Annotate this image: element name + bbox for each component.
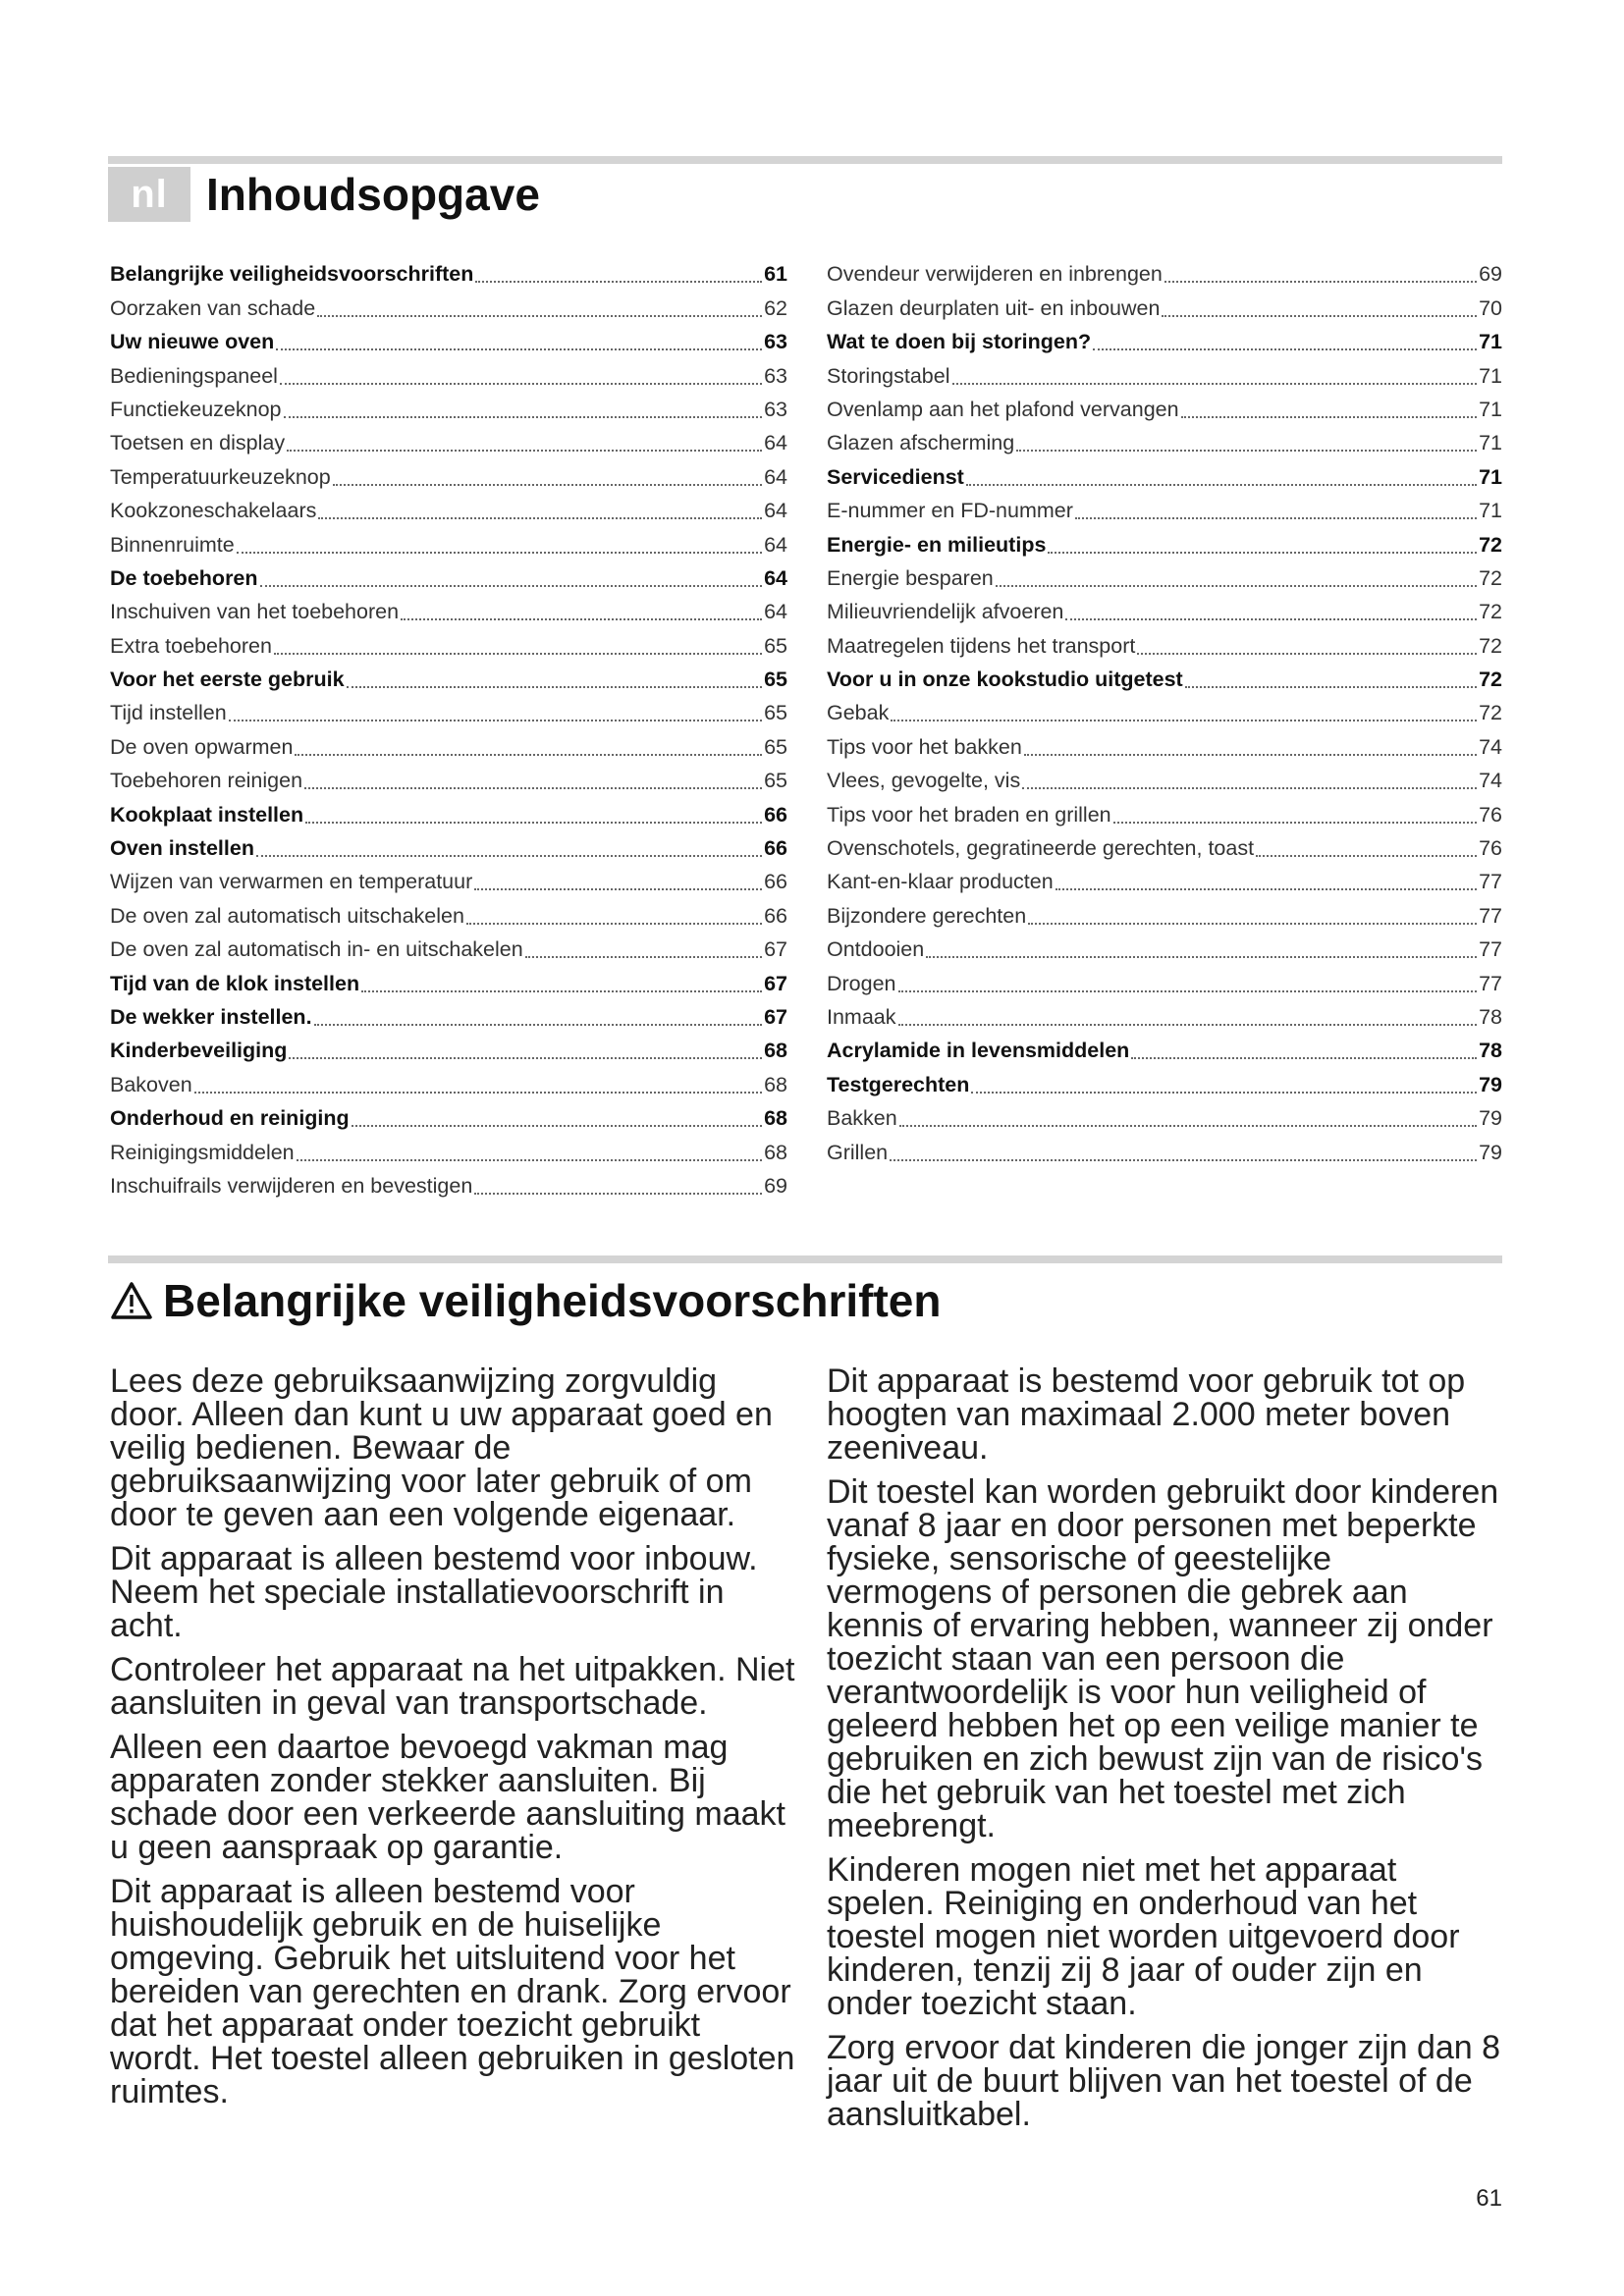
toc-entry-label: Uw nieuwe oven — [110, 330, 275, 354]
toc-entry[interactable] — [827, 1097, 1502, 1131]
toc-entry[interactable] — [827, 828, 1502, 861]
toc-entry[interactable] — [827, 793, 1502, 827]
toc-leader-dots — [890, 1138, 1477, 1161]
toc-entry-page: 64 — [764, 532, 787, 557]
toc-entry-page: 76 — [1479, 836, 1502, 861]
toc-leader-dots — [898, 1002, 1478, 1026]
toc-leader-dots — [966, 462, 1477, 486]
toc-entry-page: 72 — [1479, 532, 1502, 557]
toc-entry[interactable] — [110, 1097, 787, 1131]
toc-leader-dots — [926, 934, 1477, 958]
toc-entry-page: 63 — [764, 363, 787, 388]
toc-entry-label: Bijzondere gerechten — [827, 903, 1027, 928]
toc-leader-dots — [1185, 665, 1477, 688]
toc-leader-dots — [971, 1070, 1477, 1094]
toc-entry-page: 78 — [1479, 1004, 1502, 1029]
toc-entry-label: Bakoven — [110, 1072, 192, 1096]
toc-entry-page: 65 — [764, 667, 787, 692]
toc-entry-page: 71 — [1479, 397, 1502, 421]
toc-entry-label: Maatregelen tijdens het transport — [827, 633, 1136, 658]
toc-entry-label: Toetsen en display — [110, 431, 286, 455]
toc-entry-page: 65 — [764, 701, 787, 725]
toc-entry-page: 63 — [764, 397, 787, 421]
toc-entry[interactable] — [110, 354, 787, 388]
safety-paragraph: Zorg ervoor dat kinderen die jonger zijn dan 8 jaar uit de buurt blijven van het toestel of de aansluitkabel. — [827, 2029, 1501, 2133]
toc-entry[interactable] — [110, 929, 787, 962]
safety-paragraph: Lees deze gebruiksaanwijzing zorgvuldig door. Alleen dan kunt u uw apparaat goed en veilig bedienen. Bewaar de gebruiksaanwijzing voor later gebruik of om door te geven aan een volgende eigenaar. — [110, 1362, 773, 1533]
toc-entry-page: 66 — [764, 836, 787, 861]
toc-entry[interactable] — [110, 692, 787, 725]
toc-leader-dots — [317, 294, 762, 317]
toc-leader-dots — [297, 1138, 762, 1161]
toc-leader-dots — [260, 563, 763, 587]
toc-entry[interactable] — [827, 321, 1502, 354]
toc-entry[interactable] — [827, 962, 1502, 995]
toc-entry-page: 68 — [764, 1039, 787, 1063]
toc-entry-label: Wijzen van verwarmen en temperatuur — [110, 870, 473, 894]
toc-entry-label: Binnenruimte — [110, 532, 235, 557]
toc-entry[interactable] — [827, 253, 1502, 287]
toc-entry[interactable] — [110, 1063, 787, 1096]
toc-entry-label: Glazen afscherming — [827, 431, 1015, 455]
toc-entry-label: Energie besparen — [827, 565, 994, 590]
toc-leader-dots — [274, 631, 762, 655]
toc-entry-page: 74 — [1479, 734, 1502, 759]
toc-leader-dots — [318, 496, 762, 519]
toc-leader-dots — [1016, 428, 1477, 452]
toc-leader-dots — [256, 833, 762, 857]
language-badge: nl — [108, 167, 190, 222]
toc-entry-page: 72 — [1479, 633, 1502, 658]
toc-leader-dots — [280, 361, 762, 385]
toc-left-column — [110, 253, 787, 1199]
toc-entry-label: Kinderbeveiliging — [110, 1039, 288, 1063]
toc-entry[interactable] — [827, 591, 1502, 624]
toc-leader-dots — [466, 901, 762, 925]
toc-entry-page: 68 — [764, 1106, 787, 1131]
toc-entry[interactable] — [827, 389, 1502, 422]
toc-entry-label: De wekker instellen. — [110, 1004, 312, 1029]
toc-entry[interactable] — [827, 861, 1502, 894]
warning-triangle-icon — [110, 1281, 153, 1320]
toc-entry-label: Voor het eerste gebruik — [110, 667, 345, 692]
toc-leader-dots — [1164, 259, 1477, 283]
toc-entry-label: Gebak — [827, 701, 890, 725]
toc-entry[interactable] — [110, 793, 787, 827]
toc-leader-dots — [237, 530, 762, 554]
toc-leader-dots — [352, 1103, 762, 1127]
toc-leader-dots — [1065, 597, 1477, 620]
toc-entry-page: 79 — [1479, 1140, 1502, 1164]
toc-leader-dots — [1137, 631, 1477, 655]
toc-entry[interactable] — [110, 321, 787, 354]
toc-entry[interactable] — [110, 455, 787, 489]
toc-leader-dots — [229, 698, 762, 721]
safety-paragraph: Alleen een daartoe bevoegd vakman mag apparaten zonder stekker aansluiten. Bij schade door een verkeerde aansluiting maakt u geen aanspraak op garantie. — [110, 1729, 785, 1866]
toc-entry-label: Ovendeur verwijderen en inbrengen — [827, 262, 1163, 287]
safety-right-column — [827, 1364, 1504, 2142]
toc-entry[interactable] — [827, 1030, 1502, 1063]
toc-entry-page: 66 — [764, 802, 787, 827]
toc-entry[interactable] — [827, 558, 1502, 591]
toc-entry[interactable] — [110, 861, 787, 894]
toc-entry-page: 70 — [1479, 295, 1502, 320]
toc-entry[interactable] — [110, 287, 787, 320]
toc-leader-dots — [1162, 294, 1477, 317]
safety-left-column — [110, 1364, 797, 2119]
toc-entry-page: 72 — [1479, 667, 1502, 692]
toc-entry-label: Tips voor het braden en grillen — [827, 802, 1111, 827]
toc-entry-label: Acrylamide in levensmiddelen — [827, 1039, 1130, 1063]
toc-entry[interactable] — [110, 523, 787, 557]
toc-entry-page: 77 — [1479, 870, 1502, 894]
safety-paragraph: Kinderen mogen niet met het apparaat spelen. Reiniging en onderhoud van het toestel mogen niet worden uitgevoerd door kinderen, tenzij zij 8 jaar of ouder zijn en onder toezicht staan. — [827, 1851, 1460, 2022]
toc-leader-dots — [304, 766, 762, 789]
toc-leader-dots — [314, 1002, 763, 1026]
toc-leader-dots — [276, 327, 762, 350]
toc-entry-label: Ovenschotels, gegratineerde gerechten, toast — [827, 836, 1255, 861]
toc-entry[interactable] — [827, 929, 1502, 962]
toc-entry-label: Tijd instellen — [110, 701, 227, 725]
toc-entry[interactable] — [827, 725, 1502, 759]
toc-entry-label: Drogen — [827, 971, 896, 995]
toc-entry-page: 64 — [764, 431, 787, 455]
safety-paragraph: Dit apparaat is bestemd voor gebruik tot op hoogten van maximaal 2.000 meter boven zeeniveau. — [827, 1362, 1466, 1467]
toc-entry-label: De oven zal automatisch in- en uitschakelen — [110, 937, 523, 962]
toc-leader-dots — [898, 969, 1478, 992]
toc-entry-label: De oven zal automatisch uitschakelen — [110, 903, 464, 928]
toc-right-column — [827, 253, 1502, 1165]
toc-entry[interactable] — [827, 422, 1502, 455]
toc-entry-label: Milieuvriendelijk afvoeren — [827, 600, 1064, 624]
toc-entry-label: Oven instellen — [110, 836, 254, 861]
toc-leader-dots — [305, 800, 762, 824]
toc-entry-page: 68 — [764, 1140, 787, 1164]
toc-entry-page: 74 — [1479, 769, 1502, 793]
safety-paragraph: Dit apparaat is alleen bestemd voor inbouw. Neem het speciale installatievoorschrift in acht. — [110, 1540, 758, 1644]
toc-leader-dots — [1181, 395, 1477, 418]
toc-entry-page: 69 — [1479, 262, 1502, 287]
toc-entry[interactable] — [110, 422, 787, 455]
toc-entry-label: De oven opwarmen — [110, 734, 294, 759]
toc-leader-dots — [1048, 530, 1477, 554]
toc-leader-dots — [194, 1070, 762, 1094]
toc-entry-page: 63 — [764, 330, 787, 354]
toc-entry[interactable] — [110, 389, 787, 422]
toc-entry[interactable] — [827, 455, 1502, 489]
toc-entry-label: Glazen deurplaten uit- en inbouwen — [827, 295, 1161, 320]
toc-leader-dots — [475, 259, 762, 283]
toc-entry-page: 78 — [1479, 1039, 1502, 1063]
toc-entry-label: Reinigingsmiddelen — [110, 1140, 295, 1164]
toc-entry[interactable] — [110, 558, 787, 591]
toc-leader-dots — [1056, 867, 1477, 890]
toc-entry-page: 65 — [764, 734, 787, 759]
toc-entry-label: Testgerechten — [827, 1072, 970, 1096]
toc-entry[interactable] — [827, 624, 1502, 658]
toc-entry[interactable] — [110, 253, 787, 287]
toc-leader-dots — [284, 395, 763, 418]
toc-leader-dots — [295, 732, 762, 756]
toc-entry[interactable] — [827, 996, 1502, 1030]
toc-leader-dots — [474, 867, 762, 890]
toc-entry-label: Inschuiven van het toebehoren — [110, 600, 400, 624]
toc-entry-page: 77 — [1479, 971, 1502, 995]
toc-entry-label: Ontdooien — [827, 937, 925, 962]
toc-entry-page: 64 — [764, 565, 787, 590]
toc-entry[interactable] — [827, 287, 1502, 320]
toc-entry[interactable] — [827, 894, 1502, 928]
toc-entry[interactable] — [110, 1165, 787, 1199]
toc-leader-dots — [333, 462, 762, 486]
toc-entry[interactable] — [827, 692, 1502, 725]
toc-entry[interactable] — [110, 828, 787, 861]
toc-entry-page: 71 — [1479, 464, 1502, 489]
toc-entry-label: Wat te doen bij storingen? — [827, 330, 1092, 354]
toc-leader-dots — [1131, 1036, 1477, 1059]
safety-paragraph: Dit apparaat is alleen bestemd voor huishoudelijk gebruik en de huiselijke omgeving. Gebruik het uitsluitend voor het bereiden van gerechten en drank. Zorg ervoor dat het apparaat onder toezicht gebruikt wordt. Het toestel alleen gebruiken in gesloten ruimtes. — [110, 1873, 795, 2110]
toc-entry[interactable] — [827, 354, 1502, 388]
toc-entry[interactable] — [827, 1131, 1502, 1164]
safety-paragraph: Controleer het apparaat na het uitpakken. Niet aansluiten in geval van transportschade. — [110, 1651, 795, 1722]
toc-entry-label: Energie- en milieutips — [827, 532, 1047, 557]
toc-entry-label: Voor u in onze kookstudio uitgetest — [827, 667, 1183, 692]
toc-entry-label: Storingstabel — [827, 363, 950, 388]
toc-entry-label: Ovenlamp aan het plafond vervangen — [827, 397, 1179, 421]
toc-entry[interactable] — [110, 659, 787, 692]
safety-title: Belangrijke veiligheidsvoorschriften — [163, 1275, 942, 1326]
toc-entry-page: 72 — [1479, 701, 1502, 725]
toc-entry-page: 71 — [1479, 499, 1502, 523]
toc-entry[interactable] — [110, 490, 787, 523]
toc-leader-dots — [1024, 732, 1477, 756]
toc-entry-page: 69 — [764, 1173, 787, 1198]
toc-entry[interactable] — [827, 1063, 1502, 1096]
toc-entry-page: 66 — [764, 903, 787, 928]
toc-leader-dots — [1093, 327, 1477, 350]
toc-entry-page: 64 — [764, 499, 787, 523]
toc-entry-page: 62 — [764, 295, 787, 320]
toc-entry[interactable] — [827, 523, 1502, 557]
toc-entry-label: Inschuifrails verwijderen en bevestigen — [110, 1173, 473, 1198]
top-rule — [108, 156, 1502, 164]
toc-entry-label: Toebehoren reinigen — [110, 769, 303, 793]
toc-entry-page: 67 — [764, 971, 787, 995]
toc-leader-dots — [891, 698, 1477, 721]
toc-entry[interactable] — [827, 490, 1502, 523]
toc-entry-label: Kookplaat instellen — [110, 802, 304, 827]
toc-entry-label: Tijd van de klok instellen — [110, 971, 360, 995]
toc-entry-page: 65 — [764, 633, 787, 658]
toc-entry-page: 77 — [1479, 903, 1502, 928]
toc-entry[interactable] — [110, 760, 787, 793]
toc-entry-page: 79 — [1479, 1072, 1502, 1096]
toc-entry[interactable] — [110, 591, 787, 624]
toc-entry-label: Bakken — [827, 1106, 897, 1131]
toc-entry-page: 67 — [764, 937, 787, 962]
safety-paragraph: Dit toestel kan worden gebruikt door kinderen vanaf 8 jaar en door personen met beperkte fysieke, sensorische of geestelijke vermogens of personen die gebrek aan kennis of ervaring hebben, wanneer zij onder toezicht staan van een persoon die verantwoordelijk is voor hun veiligheid of geleerd hebben het op een veilige manier te gebruiken en zich bewust zijn van de risico's die het gebruik van het toestel met zich meebrengt. — [827, 1473, 1499, 1844]
page-number: 61 — [1476, 2185, 1502, 2212]
toc-entry-label: Tips voor het bakken — [827, 734, 1022, 759]
toc-leader-dots — [899, 1103, 1477, 1127]
toc-leader-dots — [1256, 833, 1477, 857]
toc-entry-page: 67 — [764, 1004, 787, 1029]
toc-entry[interactable] — [110, 894, 787, 928]
toc-entry-page: 61 — [764, 262, 787, 287]
toc-entry-label: De toebehoren — [110, 565, 258, 590]
toc-entry-label: Kant-en-klaar producten — [827, 870, 1054, 894]
toc-entry-label: Kookzoneschakelaars — [110, 499, 317, 523]
toc-entry-page: 71 — [1479, 363, 1502, 388]
toc-entry-label: Extra toebehoren — [110, 633, 272, 658]
toc-entry-label: Grillen — [827, 1140, 889, 1164]
toc-entry-label: Belangrijke veiligheidsvoorschriften — [110, 262, 474, 287]
toc-leader-dots — [347, 665, 763, 688]
toc-leader-dots — [1113, 800, 1477, 824]
toc-entry[interactable] — [110, 996, 787, 1030]
toc-leader-dots — [289, 1036, 762, 1059]
toc-entry-page: 66 — [764, 870, 787, 894]
toc-entry-label: E-nummer en FD-nummer — [827, 499, 1073, 523]
toc-leader-dots — [525, 934, 762, 958]
toc-leader-dots — [952, 361, 1478, 385]
toc-leader-dots — [474, 1171, 762, 1195]
toc-leader-dots — [361, 969, 762, 992]
toc-entry[interactable] — [110, 962, 787, 995]
toc-entry[interactable] — [110, 725, 787, 759]
toc-leader-dots — [287, 428, 762, 452]
toc-entry-page: 77 — [1479, 937, 1502, 962]
toc-entry-page: 71 — [1479, 330, 1502, 354]
toc-entry-label: Functiekeuzeknop — [110, 397, 282, 421]
toc-entry-label: Inmaak — [827, 1004, 896, 1029]
toc-entry[interactable] — [110, 624, 787, 658]
toc-leader-dots — [1028, 901, 1477, 925]
toc-entry-page: 79 — [1479, 1106, 1502, 1131]
toc-leader-dots — [401, 597, 762, 620]
toc-entry-page: 65 — [764, 769, 787, 793]
toc-entry-label: Onderhoud en reiniging — [110, 1106, 350, 1131]
toc-entry[interactable] — [827, 760, 1502, 793]
toc-entry-label: Servicedienst — [827, 464, 964, 489]
toc-entry-page: 72 — [1479, 600, 1502, 624]
toc-entry-page: 72 — [1479, 565, 1502, 590]
safety-header — [110, 1274, 941, 1327]
section-rule — [108, 1255, 1502, 1263]
toc-entry-page: 64 — [764, 600, 787, 624]
toc-leader-dots — [1022, 766, 1477, 789]
toc-entry-page: 68 — [764, 1072, 787, 1096]
toc-entry-page: 76 — [1479, 802, 1502, 827]
toc-entry[interactable] — [827, 659, 1502, 692]
toc-entry-page: 64 — [764, 464, 787, 489]
toc-entry[interactable] — [110, 1131, 787, 1164]
toc-entry-label: Temperatuurkeuzeknop — [110, 464, 331, 489]
toc-entry[interactable] — [110, 1030, 787, 1063]
toc-leader-dots — [996, 563, 1477, 587]
toc-entry-label: Bedieningspaneel — [110, 363, 278, 388]
toc-leader-dots — [1075, 496, 1477, 519]
toc-entry-page: 71 — [1479, 431, 1502, 455]
toc-header — [108, 167, 540, 222]
toc-entry-label: Vlees, gevogelte, vis — [827, 769, 1021, 793]
toc-title: Inhoudsopgave — [206, 169, 540, 220]
toc-entry-label: Oorzaken van schade — [110, 295, 316, 320]
